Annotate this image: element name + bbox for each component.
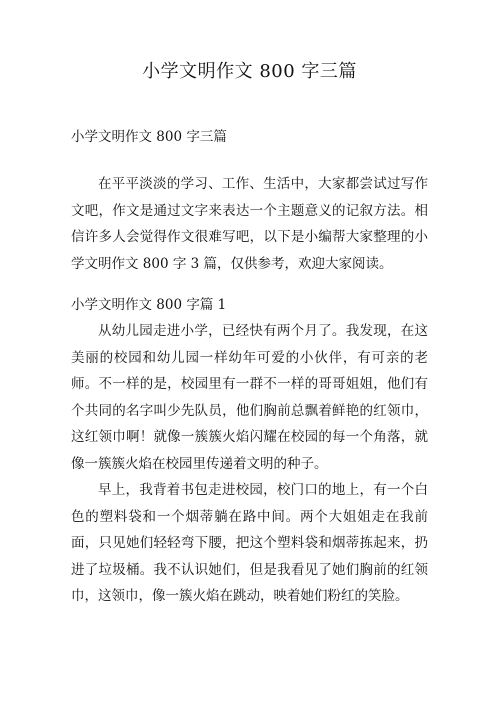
section-heading-1: 小学文明作文 800 字篇 1 xyxy=(71,297,227,313)
section1-paragraph-1: 从幼儿园走进小学，已经快有两个月了。我发现，在这美丽的校园和幼儿园一样幼年可爱的小伙伴，有可亲的老师。不一样的是，校园里有一群不一样的哥哥姐姐，他们有个共同的名字叫少先队员，他们胸前总飘着鲜艳的红领巾，这红领巾啊！就像一簇簇火焰闪耀在校园的每一个角落，就像一簇簇火焰在校园里传递着文明的种子。 xyxy=(71,323,428,472)
document-title: 小学文明作文 800 字三篇 xyxy=(142,61,357,82)
section1-paragraph-2: 早上，我背着书包走进校园，校门口的地上，有一个白色的塑料袋和一个烟蒂躺在路中间。两个大姐姐走在我前面，只见她们轻轻弯下腰，把这个塑料袋和烟蒂拣起来，扔进了垃圾桶。我不认识她们，但是我看见了她们胸前的红领巾，这领巾，像一簇火焰在跳动，映着她们粉红的笑脸。 xyxy=(71,482,428,604)
intro-paragraph: 在平平淡淡的学习、工作、生活中，大家都尝试过写作文吧，作文是通过文字来表达一个主题意义的记叙方法。相信许多人会觉得作文很难写吧，以下是小编帮大家整理的小学文明作文 800 字 3 篇，仅供参考，欢迎大家阅读。 xyxy=(71,176,428,272)
document-subtitle: 小学文明作文 800 字三篇 xyxy=(71,129,227,145)
